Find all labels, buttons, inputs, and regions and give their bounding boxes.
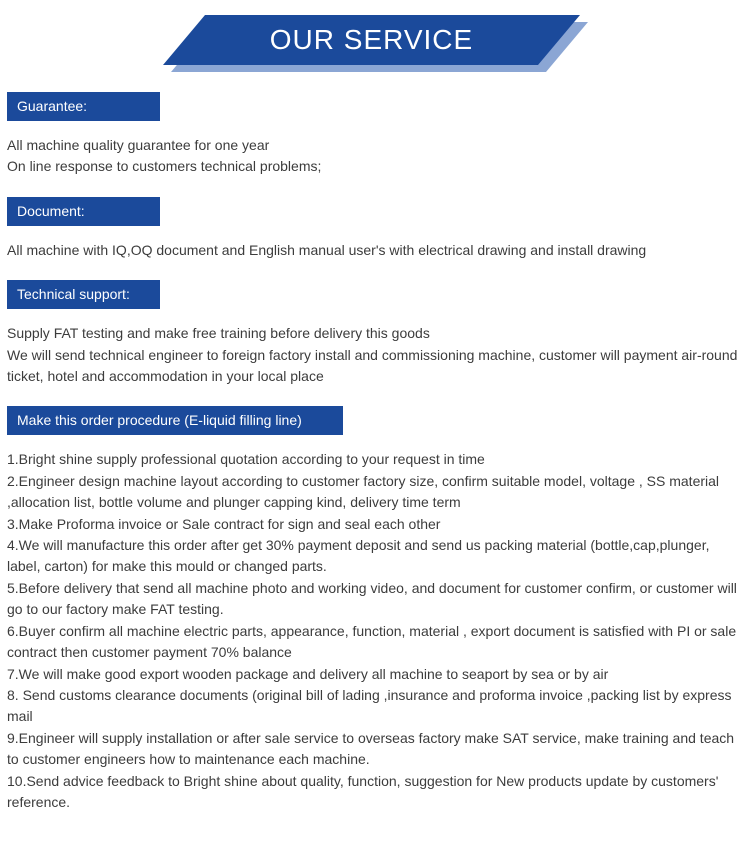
section-header-guarantee: Guarantee: xyxy=(7,92,160,121)
guarantee-line: All machine quality guarantee for one year xyxy=(7,137,270,153)
technical-support-line: We will send technical engineer to foreign factory install and commissioning machine, customer will payment air-round ticket, hotel and accommodation in your local place xyxy=(7,346,738,385)
procedure-step: 10.Send advice feedback to Bright shine about quality, function, suggestion for New products update by customers' reference. xyxy=(7,772,719,810)
procedure-step: 7.We will make good export wooden package and delivery all machine to seaport by sea or by air xyxy=(7,665,609,682)
guarantee-line: On line response to customers technical problems; xyxy=(7,158,322,175)
banner-title: OUR SERVICE xyxy=(269,24,474,55)
section-header-technical-support: Technical support: xyxy=(7,280,160,309)
section-body-order-procedure xyxy=(7,449,744,813)
procedure-step: 8. Send customs clearance documents (original bill of lading ,insurance and proforma invoice ,packing list by express mail xyxy=(7,686,732,725)
section-body-technical-support xyxy=(7,323,744,387)
procedure-step: 4.We will manufacture this order after get 30% payment deposit and send us packing material (bottle,cap,plunger, label, carton) for make this mould or changed parts. xyxy=(7,537,710,575)
procedure-step: 2.Engineer design machine layout according to customer factory size, confirm suitable model, voltage , SS material ,allocation list, bottle volume and plunger capping kind, delivery time term xyxy=(7,472,720,511)
procedure-step: 1.Bright shine supply professional quotation according to your request in time xyxy=(7,451,485,468)
procedure-step: 3.Make Proforma invoice or Sale contract for sign and seal each other xyxy=(7,515,441,532)
section-body-document xyxy=(7,240,744,261)
procedure-step: 5.Before delivery that send all machine photo and working video, and document for customer confirm, or customer will go to our factory make FAT testing. xyxy=(7,579,737,618)
technical-support-line: Supply FAT testing and make free training before delivery this goods xyxy=(7,325,430,342)
document-line: All machine with IQ,OQ document and English manual user's with electrical drawing and install drawing xyxy=(7,241,647,258)
our-service-banner xyxy=(0,0,750,80)
section-body-guarantee xyxy=(7,135,744,178)
section-header-document: Document: xyxy=(7,197,160,226)
procedure-step: 6.Buyer confirm all machine electric parts, appearance, function, material , export document is satisfied with PI or sale contract then customer payment 70% balance xyxy=(7,622,737,661)
section-header-order-procedure: Make this order procedure (E-liquid filling line) xyxy=(7,406,343,435)
service-content xyxy=(0,92,750,813)
procedure-step: 9.Engineer will supply installation or after sale service to overseas factory make SAT service, make training and teach to customer engineers how to maintenance each machine. xyxy=(7,729,735,768)
